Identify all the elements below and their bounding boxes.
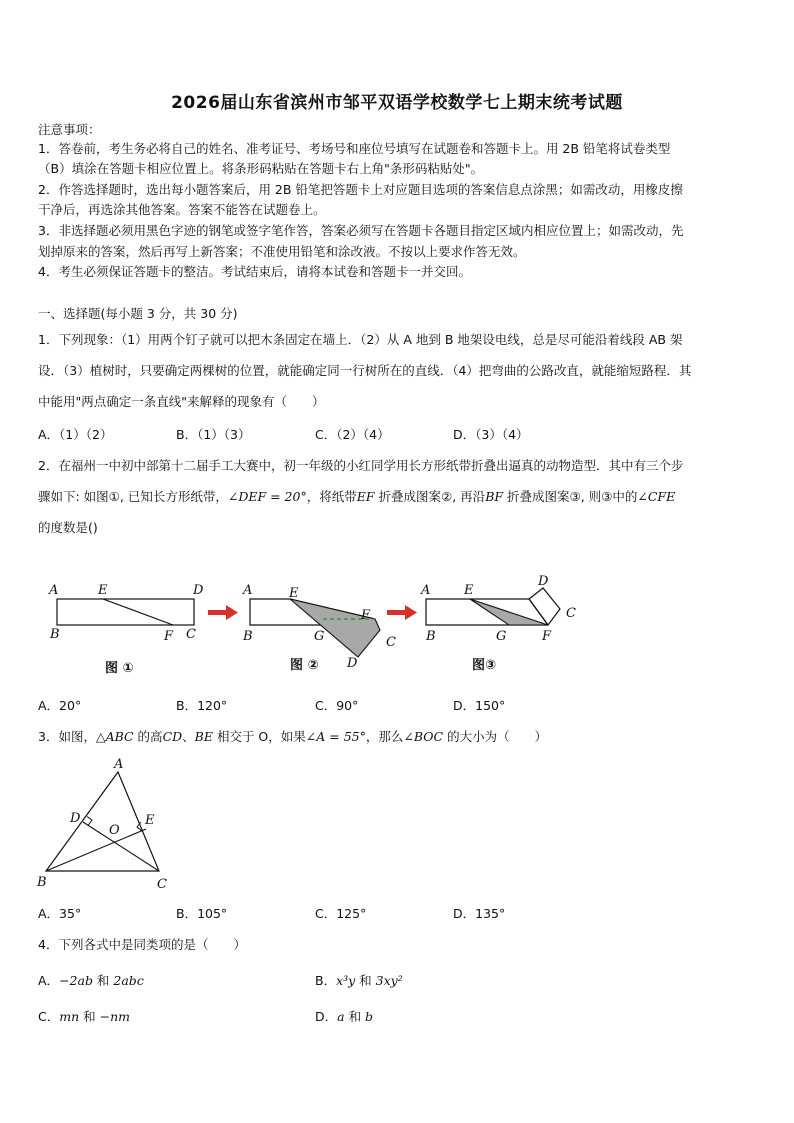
question-3-line — [38, 727, 758, 747]
figure-caption: 图③ — [472, 658, 497, 673]
notice-item: （B）填涂在答题卡相应位置上。将条形码粘贴在答题卡右上角"条形码粘贴处"。 — [38, 161, 484, 176]
question-2-line: 2．在福州一中初中部第十二届手工大赛中，初一年级的小红同学用长方形纸带折叠出逼真的动物造型．其中有三个步 — [38, 458, 684, 473]
label-a: A — [49, 583, 59, 598]
q2-option-d: D．150° — [453, 698, 506, 713]
label-e: E — [464, 583, 474, 598]
q2-option-c: C．90° — [315, 698, 359, 713]
q2-option-b: B．120° — [176, 698, 228, 713]
q3-text: 的高 — [133, 729, 163, 744]
figure-caption: 图 ① — [105, 661, 134, 676]
section-heading: 一、选择题(每小题 3 分，共 30 分) — [38, 306, 238, 321]
q3-option-d: D．135° — [453, 906, 506, 921]
label-b: B — [37, 875, 47, 890]
question-2-line — [38, 487, 758, 507]
q3-option-b: B．105° — [176, 906, 228, 921]
q4-option-c: C．mn 和 −nm — [38, 1009, 130, 1024]
label-d: D — [70, 811, 81, 826]
q2-option-a: A．20° — [38, 698, 82, 713]
q3-triangle-figure — [34, 752, 184, 894]
q3-angle-a: ∠A = 55° — [305, 729, 366, 744]
question-2-line: 的度数是() — [38, 520, 98, 535]
altitude-cd — [83, 822, 159, 871]
label-g: G — [314, 629, 325, 644]
label-e: E — [98, 583, 108, 598]
q3-text: 相交于 O，如果 — [212, 729, 306, 744]
folded-part — [470, 599, 548, 625]
q1-option-c: C．（2）（4） — [315, 427, 390, 442]
label-f: F — [164, 629, 174, 644]
q3-angle-boc: ∠BOC — [403, 729, 444, 744]
label-b: B — [243, 629, 253, 644]
label-d: D — [538, 574, 549, 589]
label-o: O — [109, 823, 120, 838]
label-c: C — [386, 635, 396, 650]
label-f: F — [361, 608, 371, 623]
q2-figures — [40, 568, 600, 680]
q3-cd: CD — [162, 729, 183, 744]
notice-item: 2．作答选择题时，选出每小题答案后，用 2B 铅笔把答题卡上对应题目选项的答案信息点涂黑；如需改动，用橡皮擦 — [38, 182, 683, 197]
q1-option-a: A．（1）（2） — [38, 427, 113, 442]
notice-item: 4．考生必须保证答题卡的整洁。考试结束后，请将本试卷和答题卡一并交回。 — [38, 264, 471, 279]
figure-1 — [48, 583, 204, 676]
right-angle-mark — [87, 817, 92, 826]
folded-square — [529, 588, 560, 625]
question-1-line: 设．（3）植树时，只要确定两棵树的位置，就能确定同一行树所在的直线．（4）把弯曲的公路改直，就能缩短路程．其 — [38, 363, 692, 378]
q4-option-a: A．−2ab 和 2abc — [38, 973, 144, 988]
label-a: A — [421, 583, 431, 598]
page-title: 2026届山东省滨州市邹平双语学校数学七上期末统考试题 — [171, 93, 623, 113]
q4-option-d: D．a 和 b — [315, 1009, 374, 1024]
question-4-line: 4．下列各式中是同类项的是（ ） — [38, 937, 246, 952]
q3-option-a: A．35° — [38, 906, 82, 921]
figure-caption: 图 ② — [290, 658, 319, 673]
label-d: D — [347, 656, 358, 671]
label-a: A — [114, 757, 124, 772]
q2-text: ，将纸带 — [306, 489, 357, 504]
figure-3 — [420, 574, 576, 673]
q2-text: 折叠成图案②, 再沿 — [374, 489, 486, 504]
arrow-icon — [208, 605, 238, 620]
label-c: C — [157, 877, 167, 892]
q2-angle-cfe: ∠CFE — [637, 489, 676, 504]
q3-be: BE — [194, 729, 213, 744]
strip-rect — [57, 599, 194, 625]
label-b: B — [426, 629, 436, 644]
q2-text: 折叠成图案③, 则③中的 — [503, 489, 638, 504]
notice-item: 3．非选择题必须用黑色字迹的钢笔或签字笔作答，答案必须写在答题卡各题目指定区域内相应位置上；如需改动，先 — [38, 223, 684, 238]
arrow-icon — [387, 605, 417, 620]
q3-text: 3．如图， — [38, 729, 96, 744]
figure-2 — [242, 583, 396, 673]
label-b: B — [50, 627, 60, 642]
notice-item: 干净后，再选涂其他答案。答案不能答在试题卷上。 — [38, 202, 326, 217]
notice-item: 划掉原来的答案，然后再写上新答案；不准使用铅笔和涂改液。不按以上要求作答无效。 — [38, 244, 526, 259]
notice-item: 1．答卷前，考生务必将自己的姓名、准考证号、考场号和座位号填写在试题卷和答题卡上。用 2B 铅笔将试卷类型 — [38, 141, 671, 156]
q4-option-b: B．x³y 和 3xy² — [315, 973, 403, 988]
label-e: E — [289, 586, 299, 601]
q3-text: 、 — [182, 729, 195, 744]
q3-text: ，那么 — [365, 729, 404, 744]
label-a: A — [243, 583, 253, 598]
q2-ef: EF — [356, 489, 375, 504]
q3-triangle: △ABC — [95, 729, 134, 744]
label-d: D — [193, 583, 204, 598]
q3-option-c: C．125° — [315, 906, 367, 921]
notice-heading: 注意事项： — [38, 122, 101, 137]
question-1-line: 1．下列现象：（1）用两个钉子就可以把木条固定在墙上．（2）从 A 地到 B 地架设电线，总是尽可能沿着线段 AB 架 — [38, 332, 683, 347]
q1-option-d: D．（3）（4） — [453, 427, 529, 442]
label-c: C — [186, 627, 196, 642]
q3-text: 的大小为（ ） — [443, 729, 548, 744]
label-f: F — [542, 629, 552, 644]
triangle-abc — [46, 772, 159, 871]
label-g: G — [496, 629, 507, 644]
question-1-line: 中能用"两点确定一条直线"来解释的现象有（ ） — [38, 394, 325, 409]
label-e: E — [145, 813, 155, 828]
q1-option-b: B．（1）（3） — [176, 427, 251, 442]
q2-bf: BF — [485, 489, 504, 504]
fold-line-ef — [103, 599, 173, 625]
q2-text: 骤如下: 如图①, 已知长方形纸带， — [38, 489, 228, 504]
label-c: C — [566, 606, 576, 621]
q2-angle-def: ∠DEF = 20° — [227, 489, 307, 504]
